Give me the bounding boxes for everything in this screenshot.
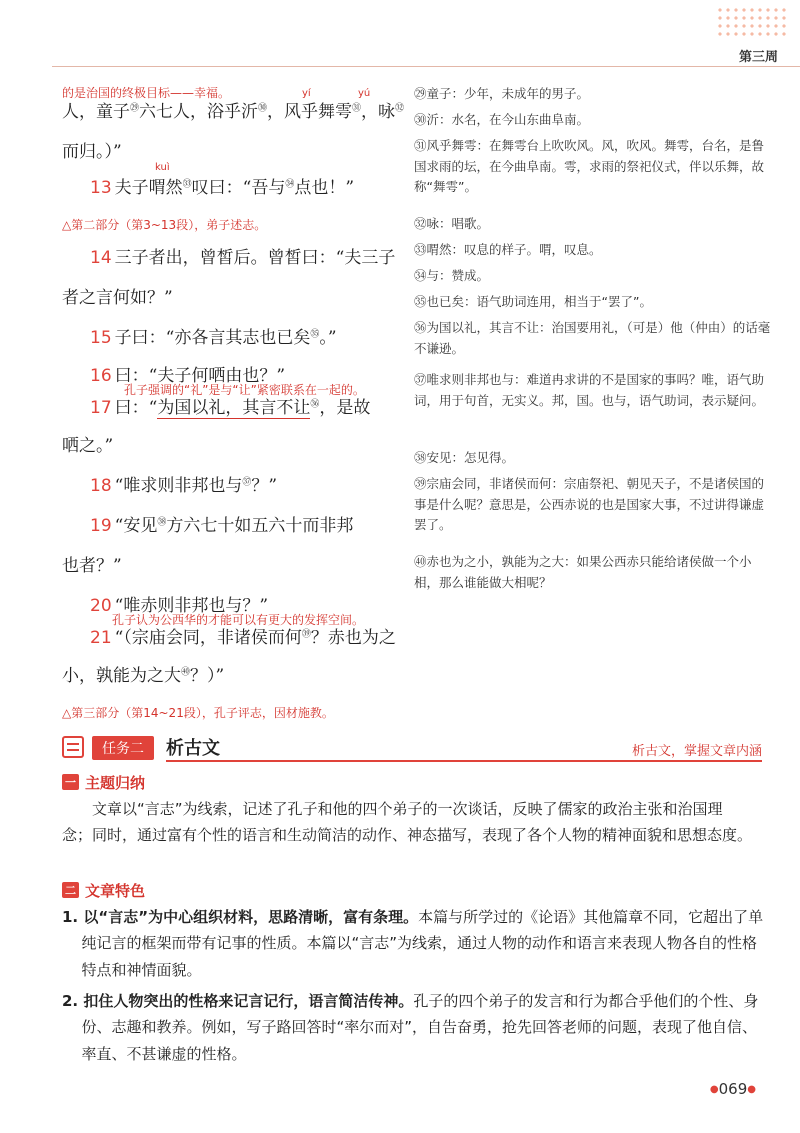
footnote-39: ㊴宗庙会同，非诸侯而何：宗庙祭祀、朝见天子，不是诸侯国的事是什么呢？意思是，公西赤说的也是国家大事，不过讲得谦虚罢了。	[414, 476, 765, 533]
paragraph-15: 15 子曰：“亦各言其志也已矣$^㉟$。”	[90, 328, 337, 348]
task-badge: 任务二	[92, 736, 154, 760]
footnote-36: ㊱为国以礼，其言不让：治国要用礼，（可是）他（仲由）的话毫不谦逊。	[414, 320, 771, 356]
pinyin-kui: kuì	[155, 162, 170, 173]
footnote-40: ㊵赤也为之小，孰能为之大：如果公西赤只能给诸侯做一个小相，那么谁能做大相呢？	[414, 554, 752, 590]
task-underline	[166, 760, 762, 762]
annotation-chi: 孔子认为公西华的才能可以有更大的发挥空间。	[112, 613, 365, 627]
header-week-label: 第三周	[738, 50, 778, 65]
part-2-note: △第二部分（第3~13段），弟子述志。	[62, 218, 267, 232]
annotation-note: 的是治国的终极目标——幸福。	[62, 86, 231, 100]
pinyin-yi: yí	[302, 88, 311, 99]
paragraph-21-line-1: 21 “（宗庙会同，非诸侯而何$^㊴$？赤也为之	[90, 628, 396, 648]
task-subtitle: 析古文，掌握文章内涵	[631, 744, 762, 759]
paragraph-14-line-1: 14 三子者出，曾皙后。曾皙曰：“夫三子	[90, 248, 396, 268]
decorative-dot-pattern	[716, 6, 786, 40]
paragraph-12-line-2: 而归。）”	[62, 142, 122, 162]
paragraph-12-line-1: 人，童子$^㉙$六七人，浴乎沂$^㉚$，风乎舞雩$^㉛$，咏$^㉜$	[62, 102, 405, 122]
task-title: 析古文	[166, 738, 220, 759]
paragraph-17-line-2: 哂之。”	[62, 436, 114, 456]
footnote-38: ㊳安见：怎见得。	[414, 450, 515, 465]
paragraph-16: 16 曰：“夫子何哂由也？”	[90, 366, 286, 386]
paragraph-19-line-2: 也者？”	[62, 556, 122, 576]
paragraph-21-line-2: 小，孰能为之大$^㊵$？）”	[62, 666, 225, 686]
notebook-icon	[62, 736, 84, 758]
pinyin-yu: yú	[358, 88, 371, 99]
feature-item-1: 1. 以“言志”为中心组织材料，思路清晰，富有条理。本篇与所学过的《论语》其他篇章不同，它超出了单纯记言的框架而带有记事的性质。本篇以“言志”为线索，通过人物的动作和语言来表现人物各自的性格特点和神情面貌。	[62, 908, 764, 979]
section-2-heading: 二 文章特色	[62, 880, 145, 901]
paragraph-18: 18 “唯求则非邦也与$^㊲$？”	[90, 476, 278, 496]
paragraph-19-line-1: 19 “安见$^㊳$方六七十如五六十而非邦	[90, 516, 354, 536]
footnote-32: ㉜咏：唱歌。	[414, 216, 490, 231]
section-1-text: 文章以“言志”为线索，记述了孔子和他的四个弟子的一次谈话，反映了儒家的政治主张和治国理念；同时，通过富有个性的语言和生动简洁的动作、神态描写，表现了各个人物的精神面貌和思想态度。	[62, 800, 753, 845]
footnote-33: ㉝喟然：叹息的样子。喟，叹息。	[414, 242, 602, 257]
header-divider	[52, 66, 800, 67]
annotation-li: 孔子强调的“礼”是与“让”紧密联系在一起的。	[124, 383, 365, 397]
footnote-35: ㉟也已矣：语气助词连用，相当于“罢了”。	[414, 294, 652, 309]
section-1-heading: 一 主题归纳	[62, 772, 145, 793]
footnote-29: ㉙童子：少年，未成年的男子。	[414, 86, 590, 101]
task-header	[62, 734, 762, 762]
footnote-31: ㉛风乎舞雩：在舞雩台上吹吹风。风，吹风。舞雩，台名，是鲁国求雨的坛，在今曲阜南。雩，求雨的祭祀仪式，伴以乐舞，故称“舞雩”。	[414, 138, 765, 195]
footnote-34: ㉞与：赞成。	[414, 268, 490, 283]
paragraph-13: 13 夫子喟然$^㉝$叹曰：“吾与$^㉞$点也！”	[90, 178, 355, 198]
footnote-37: ㊲唯求则非邦也与：难道冉求讲的不是国家的事吗？唯，语气助词，用于句首，无实义。邦，国。也与，语气助词，表示疑问。	[414, 372, 765, 408]
paragraph-14-line-2: 者之言何如？”	[62, 288, 173, 308]
part-3-note: △第三部分（第14~21段），孔子评志，因材施教。	[62, 706, 334, 720]
footnote-30: ㉚沂：水名，在今山东曲阜南。	[414, 112, 590, 127]
paragraph-17-line-1: 17 曰：“为国以礼，其言不让$^㊱$，是故	[90, 398, 371, 418]
paragraph-20: 20 “唯赤则非邦也与？”	[90, 596, 269, 616]
feature-item-2: 2. 扣住人物突出的性格来记言记行，语言简洁传神。孔子的四个弟子的发言和行为都合乎他们的个性、身份、志趣和教养。例如，写子路回答时“率尔而对”，自告奋勇，抢先回答老师的问题，表现了他自信、率直、不甚谦虚的性格。	[62, 992, 759, 1063]
page-number: ●069●	[709, 1080, 756, 1098]
